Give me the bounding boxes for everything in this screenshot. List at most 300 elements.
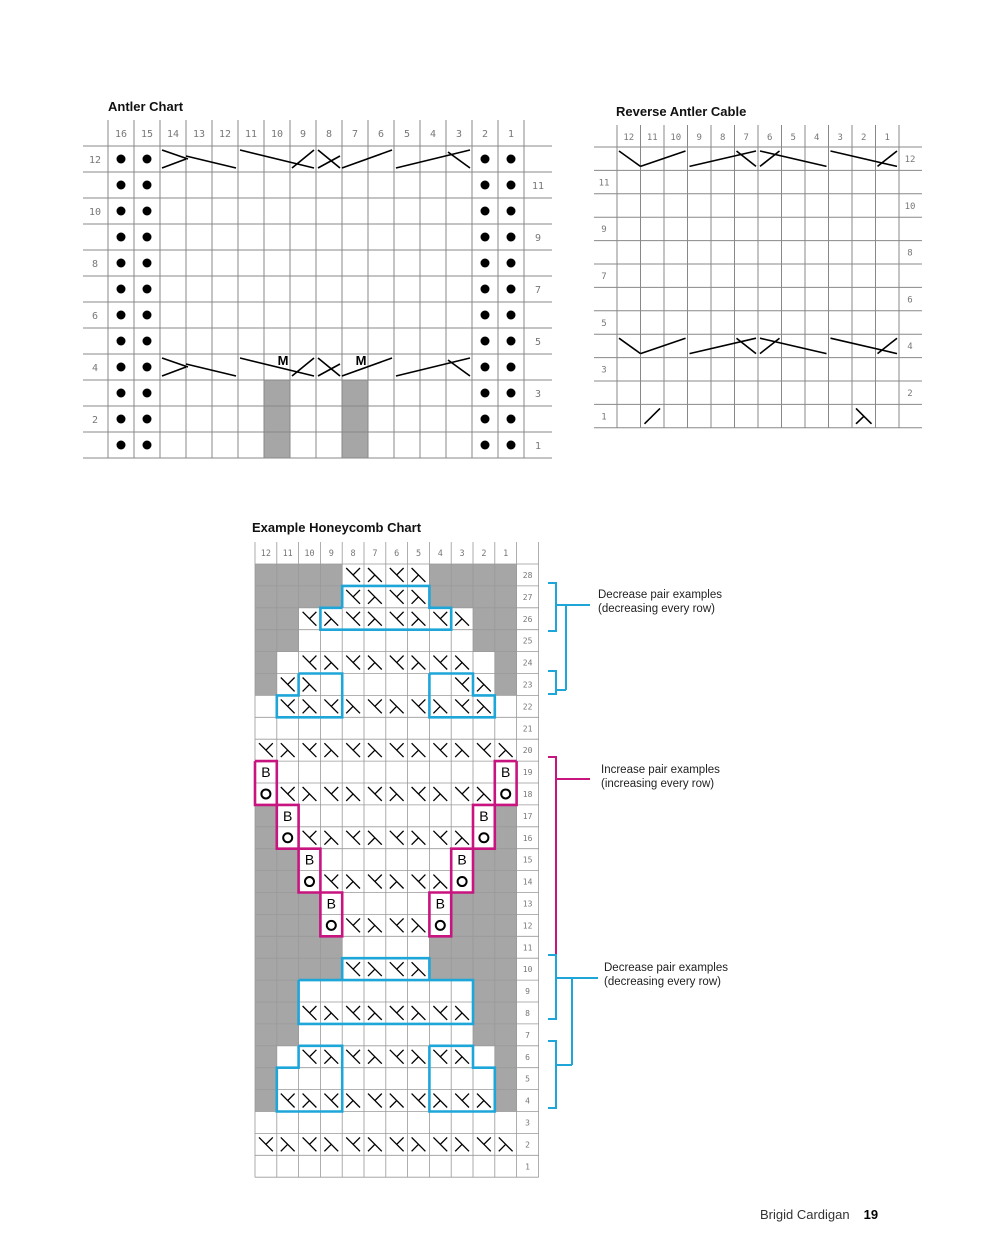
- yarn-over-symbol: [479, 833, 488, 842]
- number-label: 6: [525, 1052, 531, 1062]
- number-label: 16: [522, 833, 533, 843]
- cross-symbol: [331, 699, 338, 706]
- no-stitch-cell: [495, 630, 517, 652]
- number-label: 1: [525, 1162, 531, 1172]
- number-label: 4: [91, 363, 99, 374]
- no-stitch-cell: [473, 958, 495, 980]
- number-label: 2: [861, 133, 867, 143]
- cross-symbol: [440, 1050, 447, 1057]
- no-stitch-cell: [255, 936, 277, 958]
- number-label: 11: [646, 133, 658, 143]
- cross-symbol: [324, 1013, 331, 1020]
- reverse-antler-title: Reverse Antler Cable: [616, 104, 747, 119]
- number-label: 5: [790, 133, 796, 143]
- cross-symbol: [281, 1144, 288, 1151]
- cross-symbol: [397, 918, 404, 925]
- cross-symbol: [440, 656, 447, 663]
- number-label: 6: [91, 311, 99, 322]
- cross-symbol: [397, 590, 404, 597]
- cross-symbol: [288, 787, 295, 794]
- number-label: 8: [325, 129, 333, 140]
- no-stitch-cell: [473, 980, 495, 1002]
- cross-symbol: [419, 1094, 426, 1101]
- cross-symbol: [390, 882, 397, 889]
- cross-symbol: [433, 794, 440, 801]
- number-label: 2: [481, 549, 487, 559]
- annotation-text: (decreasing every row): [604, 976, 721, 988]
- cross-symbol: [477, 794, 484, 801]
- bobble-symbol: B: [261, 764, 271, 781]
- cross-symbol: [310, 831, 317, 838]
- cross-symbol: [455, 1057, 462, 1064]
- number-label: 12: [260, 549, 272, 559]
- cross-symbol: [477, 684, 484, 691]
- no-stitch-cell: [320, 586, 342, 608]
- number-label: 8: [350, 549, 356, 559]
- no-stitch-cell: [495, 586, 517, 608]
- number-label: 1: [507, 129, 515, 140]
- no-stitch-cell: [277, 849, 299, 871]
- cross-symbol: [440, 1137, 447, 1144]
- number-label: 11: [598, 178, 610, 189]
- cross-symbol: [368, 750, 375, 757]
- number-label: 18: [522, 790, 533, 799]
- number-label: 12: [218, 129, 232, 140]
- no-stitch-cell: [495, 1024, 517, 1046]
- number-label: 21: [522, 724, 533, 734]
- no-stitch-cell: [277, 871, 299, 893]
- no-stitch-cell: [255, 1090, 277, 1112]
- number-label: 4: [437, 549, 443, 559]
- cross-symbol: [375, 699, 382, 706]
- no-stitch-cell: [277, 936, 299, 958]
- no-stitch-cell: [277, 893, 299, 915]
- cross-symbol: [266, 743, 273, 750]
- no-stitch-cell: [277, 608, 299, 630]
- cross-symbol: [375, 875, 382, 882]
- no-stitch-cell: [299, 564, 321, 586]
- cross-symbol: [353, 590, 360, 597]
- cross-symbol: [462, 787, 469, 794]
- number-label: 9: [299, 129, 307, 140]
- annotation-bracket: [548, 583, 556, 631]
- number-label: 7: [534, 285, 542, 296]
- cross-symbol: [368, 1013, 375, 1020]
- number-label: 4: [429, 129, 437, 140]
- bobble-symbol: B: [326, 895, 336, 912]
- number-label: 13: [522, 899, 533, 909]
- no-stitch-cell: [299, 586, 321, 608]
- no-stitch-cell: [255, 871, 277, 893]
- number-label: 14: [166, 129, 180, 140]
- cross-symbol: [433, 882, 440, 889]
- number-label: 4: [814, 133, 820, 143]
- no-stitch-cell: [255, 1024, 277, 1046]
- number-label: 3: [601, 365, 607, 376]
- no-stitch-cell: [473, 1002, 495, 1024]
- no-stitch-cell: [299, 893, 321, 915]
- cross-symbol: [412, 575, 419, 582]
- cross-symbol: [368, 1057, 375, 1064]
- number-label: 12: [88, 155, 102, 166]
- no-stitch-cell: [277, 586, 299, 608]
- cross-symbol: [397, 568, 404, 575]
- cross-symbol: [346, 706, 353, 713]
- cross-symbol: [353, 568, 360, 575]
- no-stitch-cell: [495, 849, 517, 871]
- cross-symbol: [412, 1013, 419, 1020]
- cross-symbol: [375, 1094, 382, 1101]
- number-label: 2: [91, 415, 99, 426]
- cross-symbol: [303, 794, 310, 801]
- number-label: 10: [522, 965, 533, 975]
- number-label: 8: [907, 248, 913, 259]
- no-stitch-cell: [473, 936, 495, 958]
- no-stitch-cell: [255, 608, 277, 630]
- no-stitch-cell: [299, 914, 321, 936]
- number-label: 8: [91, 259, 99, 270]
- cross-symbol: [368, 663, 375, 670]
- cross-symbol: [397, 1137, 404, 1144]
- number-label: 10: [270, 129, 284, 140]
- number-label: 6: [767, 133, 773, 143]
- no-stitch-cell: [299, 936, 321, 958]
- no-stitch-cell: [495, 936, 517, 958]
- number-label: 28: [522, 571, 533, 580]
- no-stitch-cell: [255, 564, 277, 586]
- make-stitch-label: M: [277, 353, 289, 368]
- cross-symbol: [462, 678, 469, 685]
- number-label: 3: [525, 1118, 531, 1128]
- no-stitch-cell: [255, 586, 277, 608]
- no-stitch-cell: [495, 1090, 517, 1112]
- bobble-symbol: B: [479, 807, 489, 824]
- cross-symbol: [281, 750, 288, 757]
- number-label: 7: [743, 133, 749, 143]
- no-stitch-cell: [255, 827, 277, 849]
- cross-symbol: [288, 678, 295, 685]
- cross-symbol: [412, 750, 419, 757]
- cross-symbol: [477, 1101, 484, 1108]
- no-stitch-cell: [255, 630, 277, 652]
- annotation-bracket: [548, 1041, 556, 1108]
- page-footer: [760, 1207, 878, 1222]
- no-stitch-cell: [277, 630, 299, 652]
- cross-symbol: [368, 619, 375, 626]
- cross-symbol: [310, 743, 317, 750]
- no-stitch-cell: [429, 564, 451, 586]
- book-title: Brigid Cardigan: [760, 1207, 850, 1222]
- yarn-over-symbol: [327, 921, 336, 930]
- no-stitch-cell: [495, 805, 517, 827]
- no-stitch-cell: [495, 1068, 517, 1090]
- number-label: 5: [415, 549, 422, 559]
- number-label: 9: [525, 987, 531, 997]
- cross-symbol: [368, 1144, 375, 1151]
- cross-symbol: [266, 1137, 273, 1144]
- number-label: 8: [525, 1009, 531, 1018]
- number-label: 11: [244, 129, 258, 140]
- number-label: 20: [522, 746, 533, 756]
- make-stitch-label: M: [355, 353, 367, 368]
- cross-symbol: [499, 750, 506, 757]
- cross-symbol: [455, 1144, 462, 1151]
- no-stitch-cell: [255, 958, 277, 980]
- cross-symbol: [324, 750, 331, 757]
- number-label: 10: [904, 201, 916, 212]
- bobble-symbol: B: [283, 807, 293, 824]
- number-label: 13: [192, 129, 206, 140]
- no-stitch-cell: [473, 608, 495, 630]
- number-label: 3: [459, 549, 465, 559]
- cross-symbol: [412, 1057, 419, 1064]
- no-stitch-cell: [495, 674, 517, 696]
- no-stitch-cell: [277, 1002, 299, 1024]
- no-stitch-cell: [473, 564, 495, 586]
- cross-symbol: [440, 1006, 447, 1013]
- cross-symbol: [390, 706, 397, 713]
- cross-symbol: [368, 969, 375, 976]
- cross-symbol: [397, 962, 404, 969]
- cross-symbol: [397, 1006, 404, 1013]
- number-label: 3: [837, 133, 843, 143]
- number-label: 17: [522, 811, 533, 821]
- no-stitch-cell: [451, 958, 473, 980]
- yarn-over-symbol: [501, 789, 510, 798]
- cross-symbol: [455, 663, 462, 670]
- number-label: 22: [522, 702, 533, 712]
- number-label: 9: [696, 133, 702, 143]
- no-stitch-cell: [277, 958, 299, 980]
- no-stitch-cell: [320, 564, 342, 586]
- honeycomb-chart-title: Example Honeycomb Chart: [252, 520, 422, 535]
- no-stitch-cell: [495, 1002, 517, 1024]
- number-label: 5: [534, 337, 542, 348]
- no-stitch-cell: [429, 586, 451, 608]
- bobble-symbol: B: [457, 851, 467, 868]
- number-label: 24: [522, 658, 533, 668]
- cross-symbol: [397, 743, 404, 750]
- no-stitch-cell: [255, 893, 277, 915]
- no-stitch-cell: [255, 652, 277, 674]
- cross-symbol: [455, 619, 462, 626]
- cross-symbol: [484, 1137, 491, 1144]
- cross-symbol: [499, 1144, 506, 1151]
- no-stitch-cell: [255, 1068, 277, 1090]
- no-stitch-cell: [495, 564, 517, 586]
- number-label: 3: [534, 389, 542, 400]
- no-stitch-cell: [451, 914, 473, 936]
- bobble-symbol: B: [435, 895, 445, 912]
- no-stitch-cell: [255, 980, 277, 1002]
- cross-symbol: [353, 612, 360, 619]
- cross-symbol: [346, 882, 353, 889]
- number-label: 12: [522, 921, 533, 931]
- cross-symbol: [331, 787, 338, 794]
- cross-symbol: [433, 1101, 440, 1108]
- cross-symbol: [310, 612, 317, 619]
- page-number: 19: [863, 1207, 879, 1222]
- no-stitch-cell: [495, 608, 517, 630]
- no-stitch-cell: [473, 893, 495, 915]
- cross-symbol: [484, 743, 491, 750]
- cross-symbol: [397, 831, 404, 838]
- cross-symbol: [397, 656, 404, 663]
- no-stitch-cell: [473, 871, 495, 893]
- cross-symbol: [368, 597, 375, 604]
- cross-symbol: [353, 962, 360, 969]
- cross-symbol: [288, 1094, 295, 1101]
- cross-symbol: [353, 918, 360, 925]
- number-label: 5: [525, 1074, 531, 1084]
- cross-symbol: [324, 838, 331, 845]
- yarn-over-symbol: [261, 789, 270, 798]
- no-stitch-cell: [495, 914, 517, 936]
- cross-symbol: [353, 1137, 360, 1144]
- cross-symbol: [462, 1094, 469, 1101]
- cross-symbol: [419, 787, 426, 794]
- cross-symbol: [368, 838, 375, 845]
- number-label: 19: [522, 768, 533, 778]
- number-label: 2: [907, 389, 913, 399]
- cross-symbol: [353, 656, 360, 663]
- no-stitch-cell: [277, 1024, 299, 1046]
- yarn-over-symbol: [305, 877, 314, 886]
- no-stitch-cell: [277, 914, 299, 936]
- cross-symbol: [324, 663, 331, 670]
- no-stitch-cell: [451, 893, 473, 915]
- no-stitch-cell: [429, 936, 451, 958]
- no-stitch-cell: [495, 1046, 517, 1068]
- cross-symbol: [412, 838, 419, 845]
- cross-symbol: [455, 1013, 462, 1020]
- cross-symbol: [440, 831, 447, 838]
- number-label: 8: [720, 133, 726, 143]
- no-stitch-cell: [473, 914, 495, 936]
- cross-symbol: [412, 925, 419, 932]
- annotation-bracket: [548, 671, 556, 694]
- yarn-over-symbol: [283, 833, 292, 842]
- no-stitch-cell: [255, 1002, 277, 1024]
- number-label: 12: [623, 133, 635, 143]
- number-label: 4: [525, 1096, 531, 1106]
- bobble-symbol: B: [304, 851, 315, 868]
- cross-symbol: [324, 1057, 331, 1064]
- number-label: 1: [601, 412, 607, 423]
- number-label: 7: [601, 272, 607, 282]
- cross-symbol: [353, 743, 360, 750]
- no-stitch-cell: [320, 936, 342, 958]
- number-label: 1: [534, 441, 542, 452]
- no-stitch-cell: [277, 980, 299, 1002]
- number-label: 6: [394, 549, 400, 559]
- number-label: 10: [88, 207, 102, 218]
- cross-symbol: [303, 1101, 310, 1108]
- number-label: 9: [328, 549, 334, 559]
- annotation-text: (decreasing every row): [598, 603, 715, 615]
- cross-symbol: [310, 1137, 317, 1144]
- cross-symbol: [397, 1050, 404, 1057]
- no-stitch-cell: [451, 936, 473, 958]
- yarn-over-symbol: [458, 877, 467, 886]
- cross-symbol: [440, 612, 447, 619]
- cross-symbol: [353, 1006, 360, 1013]
- number-label: 1: [503, 549, 509, 559]
- cross-symbol: [390, 1101, 397, 1108]
- no-stitch-cell: [473, 630, 495, 652]
- number-label: 27: [522, 592, 533, 602]
- number-label: 5: [403, 129, 411, 140]
- cross-symbol: [310, 1050, 317, 1057]
- number-label: 2: [525, 1140, 531, 1150]
- cross-symbol: [462, 699, 469, 706]
- number-label: 3: [455, 129, 463, 140]
- no-stitch-cell: [320, 958, 342, 980]
- cross-symbol: [368, 575, 375, 582]
- number-label: 6: [907, 295, 913, 306]
- number-label: 25: [522, 636, 533, 646]
- no-stitch-cell: [495, 827, 517, 849]
- cross-symbol: [324, 619, 331, 626]
- annotation-bracket: [548, 757, 556, 1019]
- cross-symbol: [455, 750, 462, 757]
- bobble-symbol: B: [501, 764, 511, 781]
- cross-symbol: [455, 838, 462, 845]
- number-label: 12: [904, 155, 916, 165]
- cross-symbol: [419, 699, 426, 706]
- no-stitch-cell: [473, 849, 495, 871]
- number-label: 7: [351, 129, 359, 140]
- cross-symbol: [412, 597, 419, 604]
- cross-symbol: [346, 794, 353, 801]
- cross-symbol: [324, 1144, 331, 1151]
- cross-symbol: [390, 794, 397, 801]
- no-stitch-cell: [451, 586, 473, 608]
- number-label: 11: [531, 181, 545, 192]
- no-stitch-cell: [299, 958, 321, 980]
- cross-symbol: [477, 706, 484, 713]
- no-stitch-cell: [451, 564, 473, 586]
- no-stitch-cell: [255, 914, 277, 936]
- no-stitch-cell: [255, 849, 277, 871]
- number-label: 10: [670, 133, 682, 143]
- number-label: 10: [304, 549, 315, 559]
- cross-symbol: [397, 612, 404, 619]
- annotation-text: Decrease pair examples: [604, 962, 729, 974]
- number-label: 16: [114, 129, 128, 140]
- no-stitch-cell: [277, 564, 299, 586]
- number-label: 26: [522, 614, 533, 624]
- yarn-over-symbol: [436, 921, 445, 930]
- number-label: 14: [522, 877, 533, 887]
- number-label: 15: [522, 855, 533, 865]
- no-stitch-cell: [473, 586, 495, 608]
- number-label: 2: [481, 129, 489, 140]
- no-stitch-cell: [255, 674, 277, 696]
- number-label: 6: [377, 129, 385, 140]
- cross-symbol: [310, 1006, 317, 1013]
- no-stitch-cell: [255, 805, 277, 827]
- number-label: 7: [525, 1030, 531, 1040]
- number-label: 7: [372, 549, 378, 559]
- cross-symbol: [353, 831, 360, 838]
- number-label: 5: [601, 318, 607, 329]
- cross-symbol: [368, 925, 375, 932]
- annotation-text: Decrease pair examples: [598, 589, 723, 601]
- cross-symbol: [310, 656, 317, 663]
- number-label: 1: [884, 133, 890, 143]
- no-stitch-cell: [495, 652, 517, 674]
